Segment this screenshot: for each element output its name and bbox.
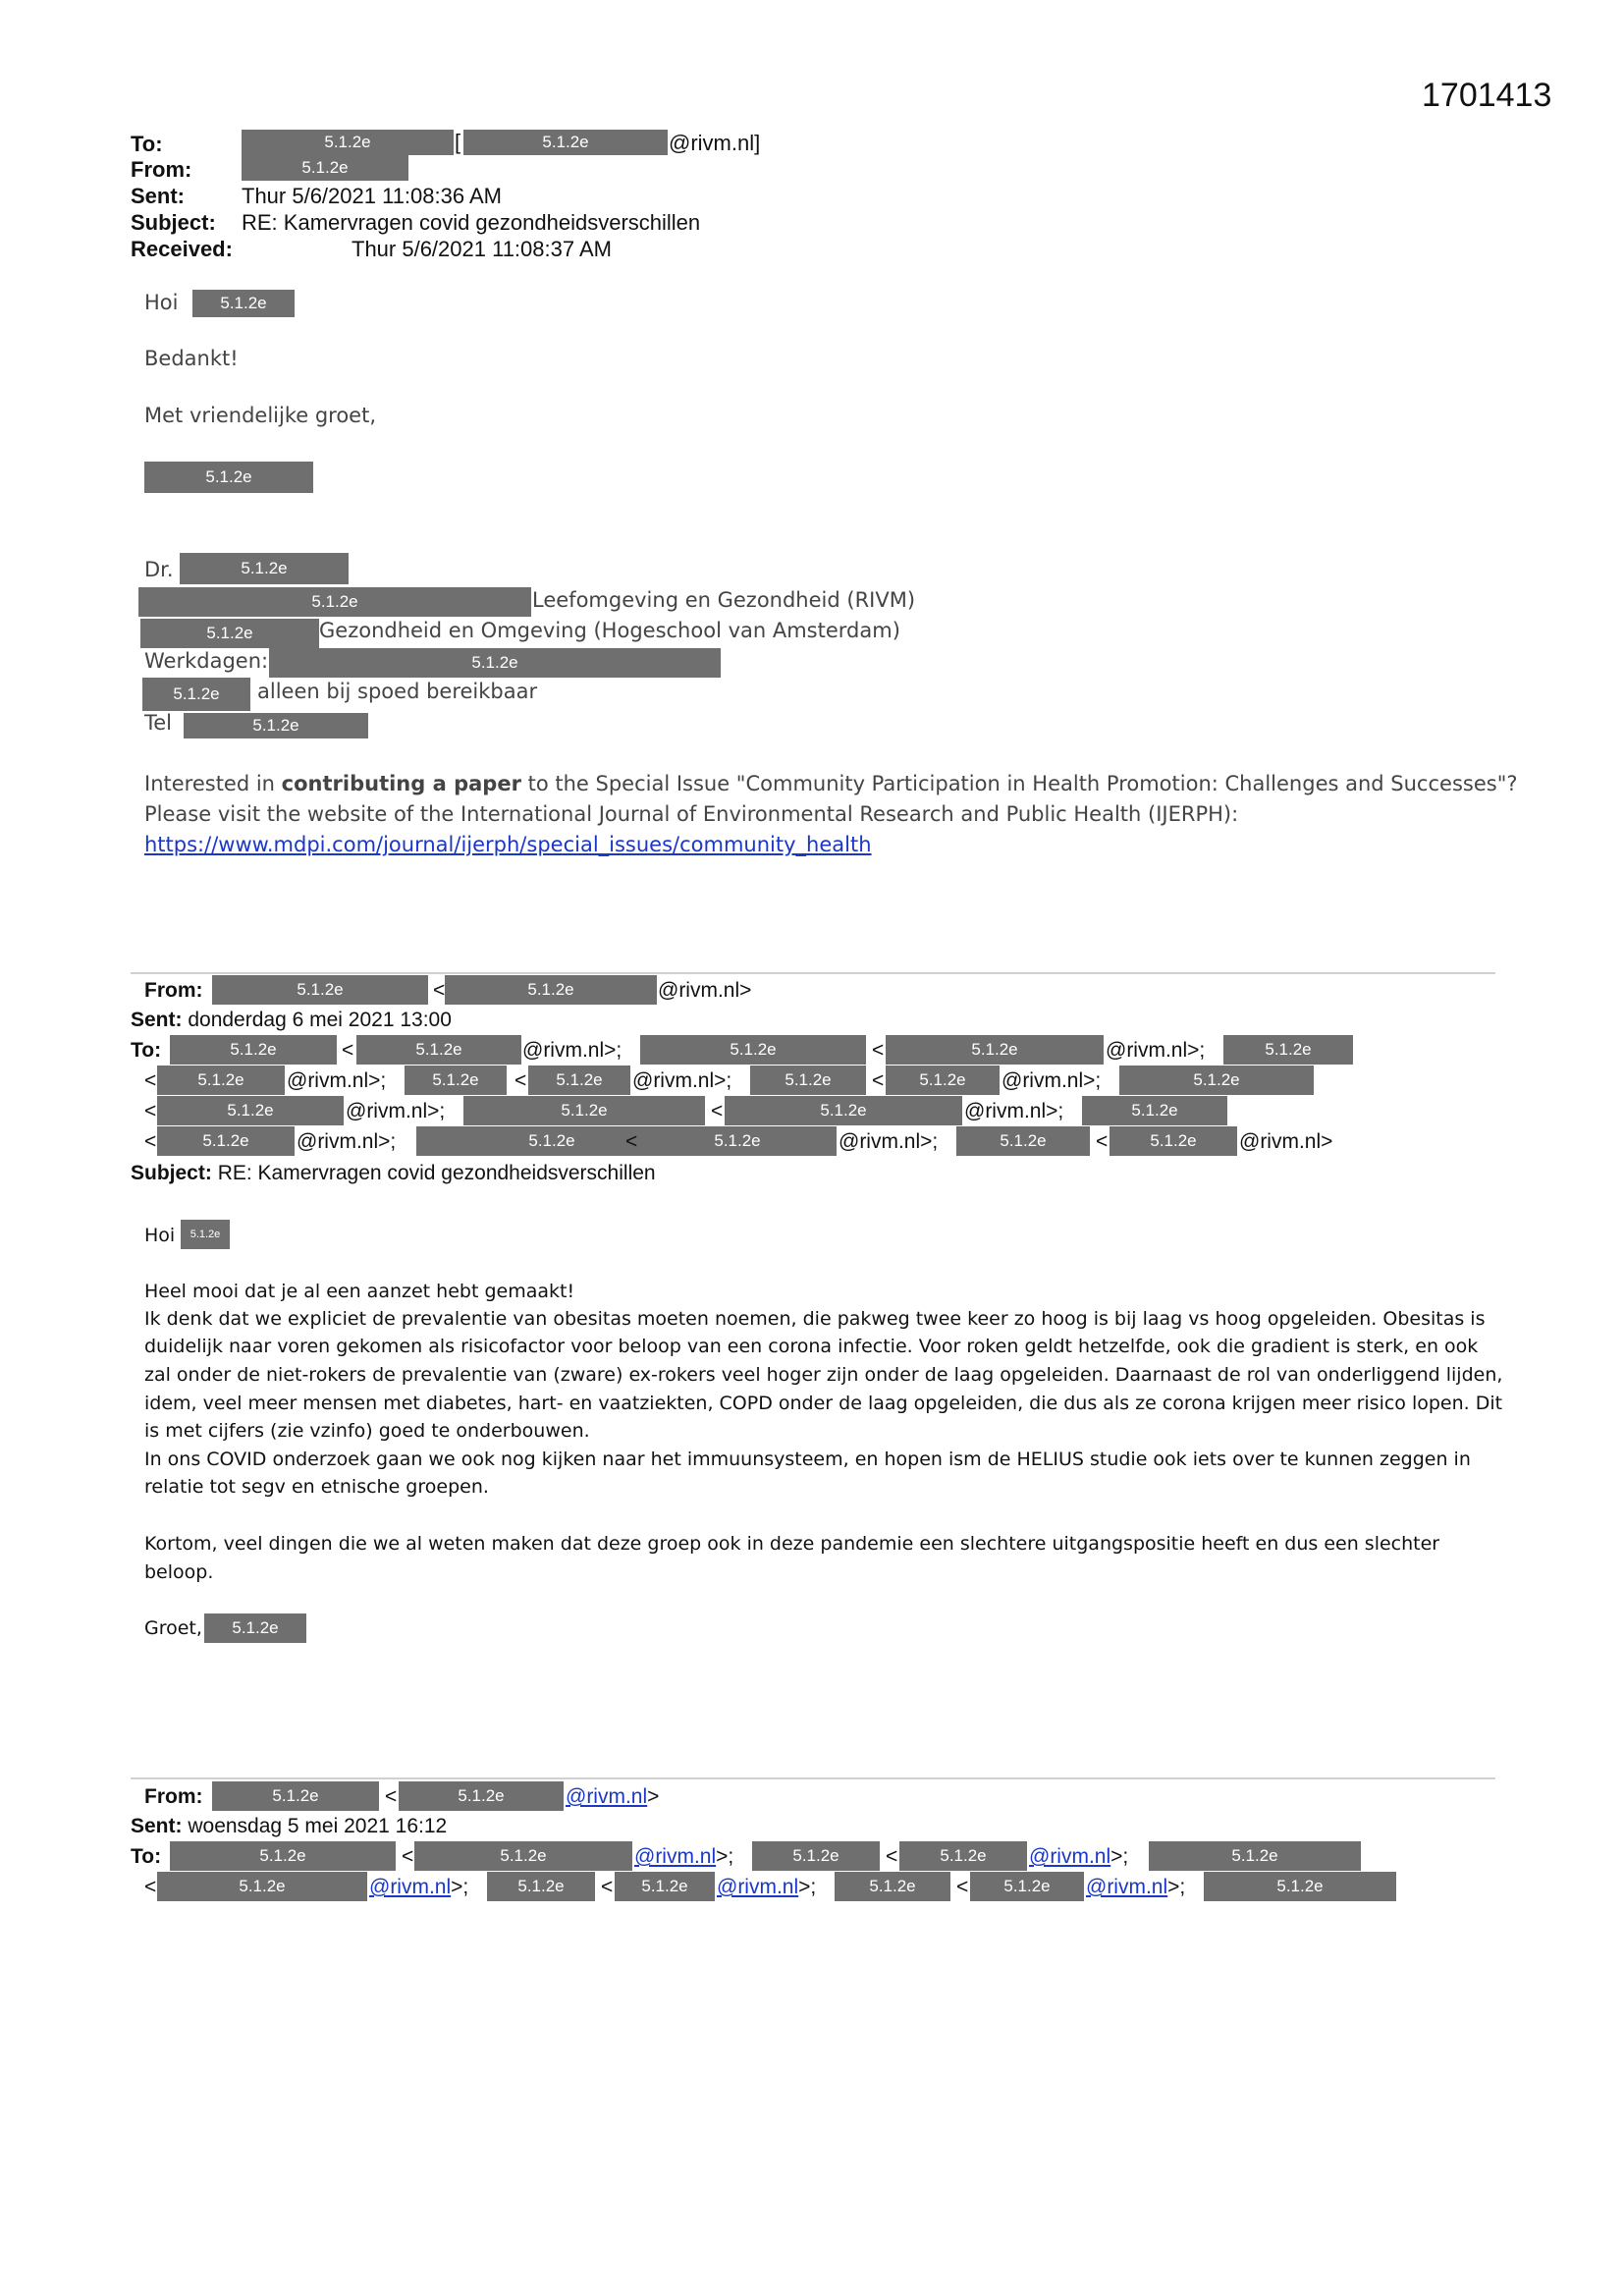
- redaction-box: 5.1.2e: [899, 1841, 1027, 1871]
- redaction-box: 5.1.2e: [956, 1126, 1090, 1156]
- redaction-box: 5.1.2e: [204, 1613, 306, 1643]
- address-suffix: @rivm.nl>;: [346, 1100, 446, 1122]
- redaction-box: 5.1.2e: [242, 130, 454, 155]
- signature-dr: Dr.: [144, 558, 174, 581]
- address-suffix: @rivm.nl>;: [287, 1069, 387, 1092]
- msg2-line-6: In ons COVID onderzoek gaan we ook nog kijken naar het immuunsysteem, en hopen ism de HELIUS studie ook iets over te kunnen zeggen in: [144, 1449, 1471, 1470]
- redaction-box: 5.1.2e: [192, 290, 295, 317]
- lt-glyph: <: [601, 1876, 614, 1898]
- email-link[interactable]: @rivm.nl: [717, 1876, 799, 1898]
- header-sent-value: Thur 5/6/2021 11:08:36 AM: [242, 184, 502, 208]
- greeting: Hoi: [144, 291, 179, 314]
- msg3-sent: Sent: woensdag 5 mei 2021 16:12: [131, 1815, 448, 1837]
- address: [717, 1876, 816, 1899]
- header-to-label: To:: [131, 132, 163, 156]
- promo-line1: [144, 772, 1518, 795]
- lt-glyph: <: [144, 1876, 157, 1898]
- redaction-box: 5.1.2e: [399, 1781, 564, 1811]
- redaction-box: 5.1.2e: [463, 130, 668, 155]
- redaction-box: 5.1.2e: [752, 1841, 880, 1871]
- redaction-box: 5.1.2e: [835, 1872, 950, 1901]
- redaction-box: 5.1.2e: [242, 155, 408, 181]
- msg2-line-4: idem, veel meer mensen met diabetes, hart- en vaatziekten, COPD onder de laag opgeleiden, die dus als ze corona krijgen meer risico lopen. Dit: [144, 1393, 1503, 1414]
- redaction-box: 5.1.2e: [615, 1872, 715, 1901]
- gt-glyph: >: [647, 1785, 660, 1808]
- lt-glyph: <: [342, 1039, 354, 1062]
- separator-glyph: >;: [716, 1845, 734, 1868]
- redaction-box: 5.1.2e: [170, 1035, 337, 1065]
- address: [1086, 1876, 1185, 1899]
- redaction-box: 5.1.2e: [487, 1872, 595, 1901]
- lt-glyph: <: [872, 1039, 885, 1062]
- redaction-box: 5.1.2e: [445, 975, 657, 1005]
- msg2-kortom-0: Kortom, veel dingen die we al weten maken dat deze groep ook in deze pandemie een slechtere uitgangspositie heeft en dus een slechter: [144, 1533, 1440, 1555]
- email-link[interactable]: @rivm.nl: [369, 1876, 452, 1898]
- header-subject-value: RE: Kamervragen covid gezondheidsverschillen: [242, 210, 701, 235]
- redaction-box: 5.1.2e: [886, 1035, 1104, 1065]
- msg2-sent: Sent: donderdag 6 mei 2021 13:00: [131, 1009, 452, 1031]
- lt-glyph: <: [144, 1069, 157, 1092]
- lt-glyph: <: [886, 1845, 898, 1868]
- bracket-glyph: [: [455, 130, 461, 154]
- header-received-label: Received:: [131, 237, 233, 261]
- msg2-subject-value: RE: Kamervragen covid gezondheidsverschillen: [217, 1162, 656, 1184]
- redaction-box: 5.1.2e: [886, 1066, 1000, 1095]
- document-id: 1701413: [1422, 77, 1552, 114]
- msg2-kortom-1: beloop.: [144, 1561, 214, 1583]
- redaction-box: 5.1.2e: [1110, 1126, 1237, 1156]
- redaction-box: 5.1.2e: [640, 1035, 866, 1065]
- msg2-sent-value: donderdag 6 mei 2021 13:00: [188, 1009, 452, 1031]
- msg2-line-7: relatie tot segv en etnische groepen.: [144, 1476, 489, 1498]
- msg2-from-label: From:: [144, 979, 203, 1002]
- email-link[interactable]: @rivm.nl: [634, 1845, 717, 1868]
- lt-glyph: <: [433, 979, 446, 1002]
- signature-urgent: alleen bij spoed bereikbaar: [257, 680, 538, 703]
- redaction-box: 5.1.2e: [416, 1126, 687, 1156]
- redaction-box: 5.1.2e: [970, 1872, 1084, 1901]
- msg2-line-3: zal onder de niet-rokers de prevalentie van (zware) ex-rokers veel hoger zijn onder de laag opgeleiden. Daarnaast de rol van onderliggend lijden,: [144, 1364, 1503, 1386]
- separator-glyph: >;: [1110, 1845, 1129, 1868]
- redaction-box: 5.1.2e: [405, 1066, 507, 1095]
- email-link[interactable]: @rivm.nl: [566, 1785, 648, 1808]
- msg2-line-5: is met cijfers (zie vzinfo) goed te onderbouwen.: [144, 1420, 590, 1442]
- msg2-line-1: Ik denk dat we expliciet de prevalentie van obesitas moeten noemen, die pakweg twee keer zo hoog is bij laag vs hoog opgeleiden. Obesitas is: [144, 1308, 1486, 1330]
- lt-glyph: <: [711, 1100, 724, 1122]
- header-from-label: From:: [131, 157, 192, 182]
- redaction-box: 5.1.2e: [157, 1096, 344, 1125]
- promo-post: to the Special Issue "Community Participation in Health Promotion: Challenges and Successes"?: [520, 772, 1518, 795]
- msg2-line-0: Heel mooi dat je al een aanzet hebt gemaakt!: [144, 1281, 575, 1302]
- lt-glyph: <: [1096, 1130, 1109, 1153]
- redaction-box: 5.1.2e: [750, 1066, 866, 1095]
- redaction-box: 5.1.2e: [414, 1841, 632, 1871]
- redaction-box: 5.1.2e: [356, 1035, 521, 1065]
- msg3-sent-value: woensdag 5 mei 2021 16:12: [188, 1815, 448, 1837]
- msg2-greeting: Hoi: [144, 1225, 176, 1246]
- promo-pre: Interested in: [144, 772, 282, 795]
- signature-tel: Tel: [144, 711, 173, 735]
- address-suffix: @rivm.nl>;: [522, 1039, 623, 1062]
- email-link[interactable]: @rivm.nl: [1086, 1876, 1168, 1898]
- address-suffix: @rivm.nl>;: [1106, 1039, 1206, 1062]
- msg2-to-label: To:: [131, 1039, 162, 1062]
- header-sent-label: Sent:: [131, 184, 185, 208]
- redaction-box: 5.1.2e: [212, 1781, 379, 1811]
- redaction-box: 5.1.2e: [1082, 1096, 1227, 1125]
- redaction-box: 5.1.2e: [269, 648, 721, 678]
- header-to-suffix: @rivm.nl]: [669, 131, 761, 155]
- redaction-box: 5.1.2e: [157, 1872, 367, 1901]
- redaction-box: 5.1.2e: [157, 1126, 295, 1156]
- redaction-box: 5.1.2e: [140, 619, 319, 648]
- redaction-box: 5.1.2e: [463, 1096, 705, 1125]
- msg3-to-label: To:: [131, 1845, 162, 1868]
- redaction-box: 5.1.2e: [212, 975, 428, 1005]
- closing-text: Met vriendelijke groet,: [144, 404, 377, 427]
- address: [634, 1845, 733, 1869]
- redaction-box: 5.1.2e: [638, 1126, 837, 1156]
- redaction-box: 5.1.2e: [142, 678, 250, 711]
- msg2-groet: Groet,: [144, 1617, 202, 1639]
- lt-glyph: <: [956, 1876, 969, 1898]
- redaction-box: 5.1.2e: [181, 1220, 230, 1249]
- address-suffix: @rivm.nl>;: [1001, 1069, 1102, 1092]
- lt-glyph: <: [625, 1130, 638, 1153]
- redaction-box: 5.1.2e: [144, 462, 313, 493]
- redaction-box: 5.1.2e: [1223, 1035, 1353, 1065]
- promo-line2: Please visit the website of the International Journal of Environmental Research and Public Health (IJERPH):: [144, 802, 1239, 826]
- address-suffix: @rivm.nl>;: [632, 1069, 732, 1092]
- address: [1029, 1845, 1128, 1869]
- lt-glyph: <: [872, 1069, 885, 1092]
- redaction-box: 5.1.2e: [725, 1096, 962, 1125]
- from-address: [566, 1785, 659, 1809]
- redaction-box: 5.1.2e: [184, 713, 368, 738]
- redaction-box: 5.1.2e: [157, 1066, 285, 1095]
- redaction-box: 5.1.2e: [138, 587, 531, 617]
- address-suffix: @rivm.nl>;: [839, 1130, 939, 1153]
- redaction-box: 5.1.2e: [1149, 1841, 1361, 1871]
- header-subject-label: Subject:: [131, 210, 216, 235]
- separator-glyph: >;: [1167, 1876, 1186, 1898]
- address-suffix: @rivm.nl>;: [964, 1100, 1064, 1122]
- promo-link[interactable]: https://www.mdpi.com/journal/ijerph/special_issues/community_health: [144, 833, 872, 856]
- lt-glyph: <: [144, 1130, 157, 1153]
- msg2-subject: Subject: RE: Kamervragen covid gezondheidsverschillen: [131, 1162, 656, 1184]
- separator-rule: [131, 1777, 1495, 1779]
- thanks-text: Bedankt!: [144, 347, 239, 370]
- from-address-suffix: @rivm.nl>: [658, 979, 752, 1002]
- msg2-line-2: duidelijk naar voren gekomen als risicofactor voor beloop van een corona infectie. Voor roken geldt hetzelfde, ook die gradient is sterk, en ook: [144, 1336, 1479, 1357]
- signature-workdays: Werkdagen:: [144, 649, 269, 673]
- lt-glyph: <: [514, 1069, 527, 1092]
- header-received-value: Thur 5/6/2021 11:08:37 AM: [352, 237, 612, 261]
- separator-glyph: >;: [798, 1876, 817, 1898]
- address: [369, 1876, 468, 1899]
- separator-glyph: >;: [451, 1876, 469, 1898]
- address-suffix: @rivm.nl>;: [297, 1130, 397, 1153]
- redaction-box: 5.1.2e: [170, 1841, 396, 1871]
- redaction-box: 5.1.2e: [1204, 1872, 1396, 1901]
- lt-glyph: <: [144, 1100, 157, 1122]
- address-suffix: @rivm.nl>: [1239, 1130, 1333, 1153]
- signature-line1: Leefomgeving en Gezondheid (RIVM): [532, 588, 916, 612]
- email-link[interactable]: @rivm.nl: [1029, 1845, 1111, 1868]
- redaction-box: 5.1.2e: [1119, 1066, 1314, 1095]
- lt-glyph: <: [385, 1785, 398, 1808]
- redaction-box: 5.1.2e: [180, 553, 349, 584]
- signature-line2: Gezondheid en Omgeving (Hogeschool van Amsterdam): [319, 619, 900, 642]
- msg3-from-label: From:: [144, 1785, 203, 1808]
- redaction-box: 5.1.2e: [528, 1066, 630, 1095]
- promo-bold: contributing a paper: [281, 772, 521, 795]
- lt-glyph: <: [402, 1845, 414, 1868]
- separator-rule: [131, 972, 1495, 974]
